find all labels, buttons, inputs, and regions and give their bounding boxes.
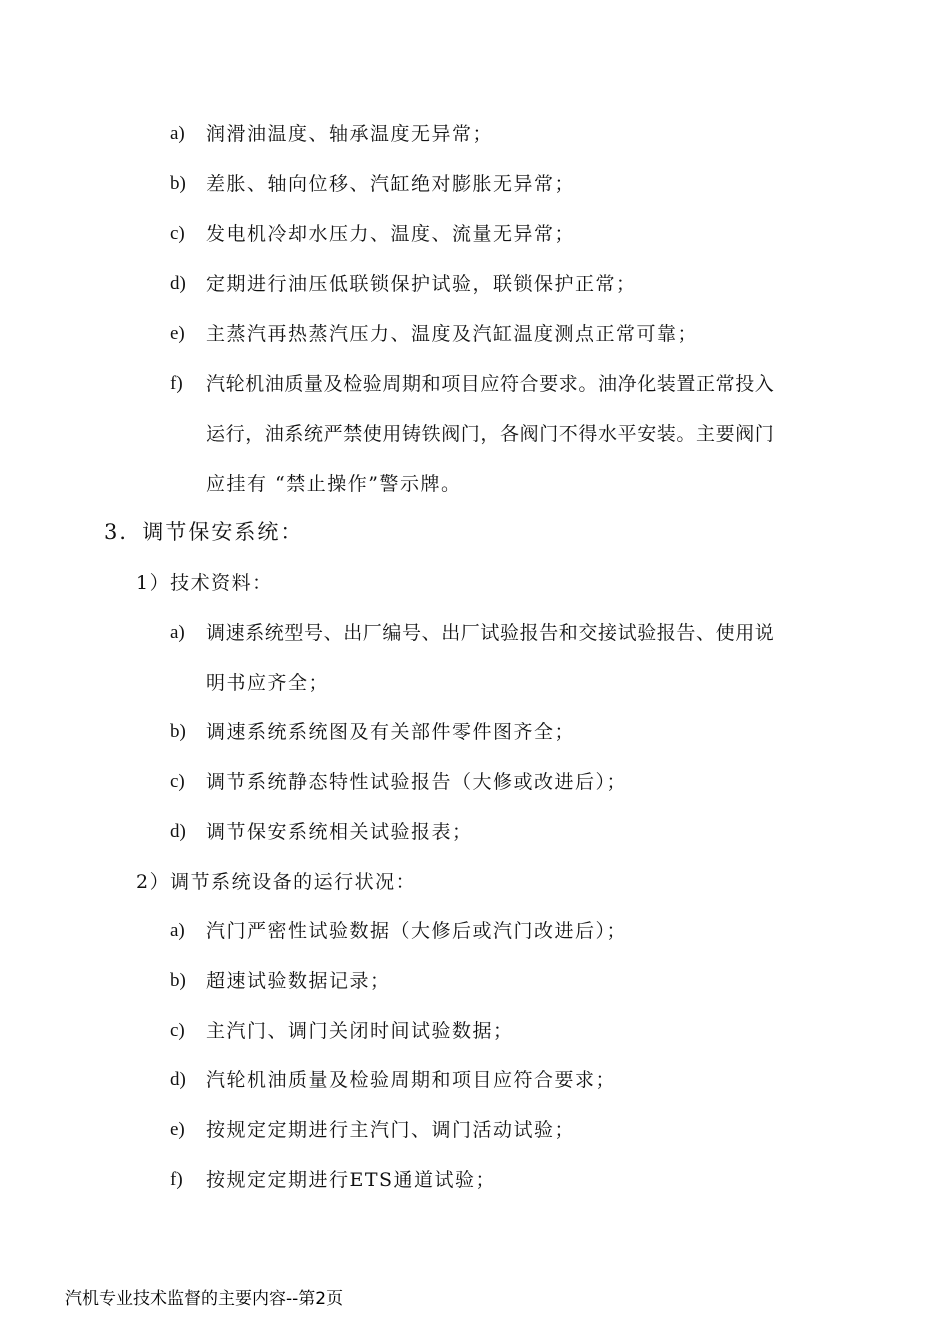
item-text-continued: 明书应齐全； [206, 672, 330, 694]
item-text: 调速系统型号、出厂编号、出厂试验报告和交接试验报告、使用说 [206, 622, 775, 644]
item-marker: e) [170, 323, 185, 344]
item-text: 汽轮机油质量及检验周期和项目应符合要求。油净化装置正常投入 [206, 373, 775, 395]
item-text: 汽轮机油质量及检验周期和项目应符合要求； [206, 1069, 617, 1091]
item-text: 调节保安系统相关试验报表； [206, 821, 473, 843]
subsection-label: 1）技术资料： [136, 572, 273, 594]
item-text: 润滑油温度、轴承温度无异常； [206, 123, 494, 145]
item-text: 主汽门、调门关闭时间试验数据； [206, 1020, 514, 1042]
subsection-label: 2）调节系统设备的运行状况： [136, 871, 417, 893]
item-text-continued: 应挂有 “禁止操作”警示牌。 [206, 473, 462, 495]
item-marker: a) [170, 123, 185, 144]
item-text: 发电机冷却水压力、温度、流量无异常； [206, 223, 576, 245]
item-text: 按规定定期进行ETS通道试验； [206, 1169, 497, 1191]
item-marker: f) [170, 373, 183, 394]
item-text: 调速系统系统图及有关部件零件图齐全； [206, 721, 576, 743]
item-marker: d) [170, 1069, 186, 1090]
item-marker: c) [170, 771, 185, 792]
item-marker: a) [170, 622, 185, 643]
item-text-continued: 运行，油系统严禁使用铸铁阀门，各阀门不得水平安装。主要阀门 [206, 423, 775, 445]
item-marker: d) [170, 821, 186, 842]
item-marker: c) [170, 1020, 185, 1041]
item-text: 调节系统静态特性试验报告（大修或改进后）； [206, 771, 628, 793]
item-marker: d) [170, 273, 186, 294]
item-text: 定期进行油压低联锁保护试验，联锁保护正常； [206, 273, 637, 295]
item-text: 汽门严密性试验数据（大修后或汽门改进后）； [206, 920, 628, 942]
item-marker: f) [170, 1169, 183, 1190]
item-text: 主蒸汽再热蒸汽压力、温度及汽缸温度测点正常可靠； [206, 323, 699, 345]
section-heading: 3．调节保安系统： [104, 520, 304, 544]
page-footer: 汽机专业技术监督的主要内容--第2页 [65, 1289, 344, 1309]
item-marker: c) [170, 223, 185, 244]
item-marker: b) [170, 721, 186, 742]
item-text: 超速试验数据记录； [206, 970, 391, 992]
item-text: 差胀、轴向位移、汽缸绝对膨胀无异常； [206, 173, 576, 195]
item-text: 按规定定期进行主汽门、调门活动试验； [206, 1119, 576, 1141]
item-marker: a) [170, 920, 185, 941]
item-marker: b) [170, 970, 186, 991]
item-marker: e) [170, 1119, 185, 1140]
item-marker: b) [170, 173, 186, 194]
